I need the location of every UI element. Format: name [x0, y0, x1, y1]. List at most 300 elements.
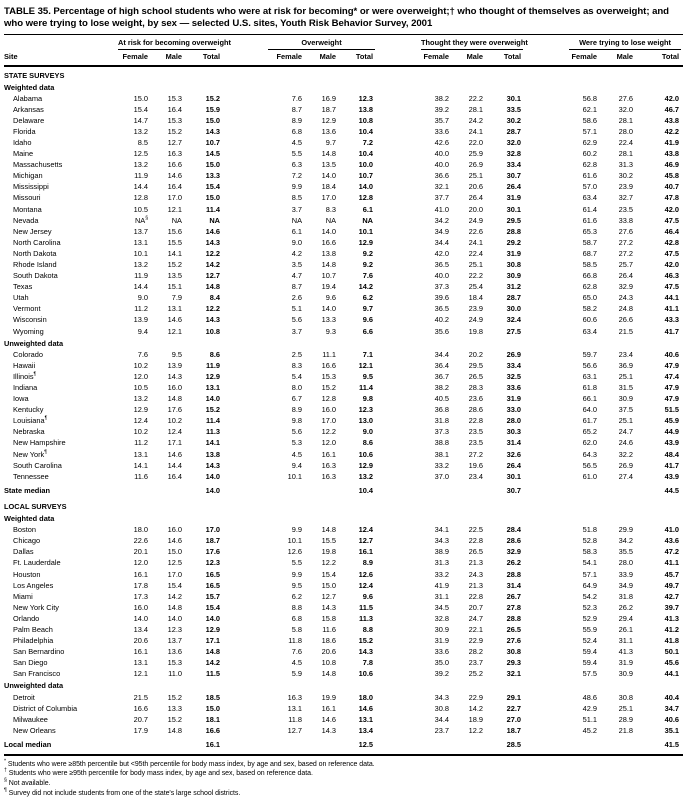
value-cell [525, 736, 601, 754]
value-cell: 9.0 [137, 293, 148, 303]
value-cell: 27.5 [506, 326, 522, 336]
site-cell: Palm Beach [13, 625, 53, 635]
value-cell: 52.8 [582, 536, 598, 546]
value-cell: 18.9 [468, 714, 484, 724]
value-cell: 31.9 [434, 636, 450, 646]
value-cell: 32.8 [506, 149, 522, 159]
site-cell: Dallas [13, 547, 34, 557]
value-cell: 51.1 [582, 714, 598, 724]
table-row [4, 382, 683, 393]
value-cell: 9.9 [291, 182, 303, 192]
table-row [4, 405, 683, 416]
value-cell: 30.2 [506, 115, 522, 125]
value-cell: 34.7 [664, 703, 680, 713]
table-row [4, 525, 683, 536]
value-cell: 16.1 [186, 736, 224, 754]
value-cell: 8.5 [291, 193, 303, 203]
value-cell: 10.6 [358, 669, 374, 679]
value-cell: 48.6 [582, 692, 598, 702]
site-cell: Alabama [13, 93, 43, 103]
value-cell: 24.3 [618, 293, 634, 303]
value-cell: 12.4 [358, 580, 374, 590]
value-cell: 15.0 [205, 115, 221, 125]
value-cell: 30.8 [506, 647, 522, 657]
value-cell: 21.5 [618, 326, 634, 336]
site-cell: Philadelphia [13, 636, 54, 646]
value-cell: 20.6 [133, 636, 148, 646]
table-row [4, 226, 683, 237]
value-cell: 14.4 [133, 182, 148, 192]
value-cell: 15.1 [167, 282, 182, 292]
value-cell: 13.2 [133, 126, 148, 136]
value-cell: 13.8 [205, 449, 221, 459]
value-cell: 40.4 [664, 692, 680, 702]
value-cell: 3.7 [291, 326, 303, 336]
value-cell: 7.6 [362, 271, 374, 281]
value-cell: 6.1 [291, 226, 303, 236]
value-cell: 15.4 [133, 104, 148, 114]
value-cell: 49.7 [664, 580, 680, 590]
footnote-marker: ¶ [44, 449, 47, 456]
value-cell: 32.0 [506, 137, 522, 147]
value-cell: 52.4 [582, 636, 598, 646]
value-cell: 39.2 [434, 104, 450, 114]
value-cell: 31.9 [506, 193, 522, 203]
value-cell: 12.3 [358, 405, 374, 415]
value-cell: 15.0 [205, 160, 221, 170]
value-cell: 24.7 [618, 427, 634, 437]
value-cell: 13.5 [321, 160, 337, 170]
value-cell: 41.3 [664, 613, 680, 623]
value-cell: 61.6 [582, 215, 598, 225]
value-cell: 11.5 [359, 602, 374, 612]
value-cell: 14.3 [205, 126, 221, 136]
value-cell: 14.2 [468, 703, 484, 713]
value-cell: 38.9 [434, 547, 450, 557]
value-cell: 7.6 [137, 349, 148, 359]
value-cell: 13.1 [133, 237, 148, 247]
value-cell: 65.3 [582, 226, 598, 236]
value-cell: 9.8 [291, 416, 303, 426]
value-cell: 39.6 [434, 293, 450, 303]
value-cell: 9.6 [362, 315, 374, 325]
value-cell: 14.3 [205, 237, 221, 247]
value-cell: 30.1 [506, 471, 522, 481]
value-cell: 28.0 [618, 126, 634, 136]
value-cell: 10.8 [358, 115, 374, 125]
value-cell: 16.5 [205, 569, 221, 579]
value-cell: 31.3 [434, 558, 450, 568]
value-cell: 12.3 [205, 558, 221, 568]
value-cell: 29.5 [468, 360, 484, 370]
value-cell: 14.0 [321, 304, 337, 314]
value-cell: 9.5 [291, 580, 303, 590]
value-cell: 14.3 [358, 647, 374, 657]
value-cell: 14.8 [321, 149, 337, 159]
site-cell: Maine [13, 149, 34, 159]
site-cell: South Dakota [13, 271, 58, 281]
value-cell: 24.2 [468, 115, 484, 125]
value-cell [306, 482, 340, 498]
value-cell: 12.5 [340, 736, 377, 754]
value-cell: 12.9 [358, 460, 374, 470]
group-label-at-risk: At risk for becoming overweight [118, 38, 216, 50]
value-cell: 29.1 [506, 692, 522, 702]
value-cell: 16.3 [287, 692, 303, 702]
table-row [4, 360, 683, 371]
value-cell: 13.0 [358, 416, 374, 426]
value-cell: 7.1 [362, 349, 374, 359]
value-cell: 5.1 [291, 304, 303, 314]
site-cell: North Dakota [13, 248, 57, 258]
value-cell: 39.7 [664, 602, 680, 612]
value-cell: 26.2 [506, 558, 522, 568]
value-cell: 42.0 [664, 93, 680, 103]
value-cell: 6.8 [291, 613, 303, 623]
value-cell: 62.8 [582, 282, 598, 292]
value-cell: 11.5 [206, 669, 221, 679]
value-cell: 5.8 [291, 625, 303, 635]
value-cell: 35.1 [664, 725, 680, 735]
value-cell: 12.9 [358, 237, 374, 247]
value-cell: 15.2 [321, 382, 337, 392]
value-cell: 56.8 [582, 93, 598, 103]
value-cell: 50.1 [664, 647, 680, 657]
section-row [4, 66, 683, 82]
value-cell: 9.8 [362, 394, 374, 404]
value-cell: 5.3 [291, 438, 303, 448]
value-cell: 30.8 [618, 692, 634, 702]
value-cell: 13.9 [133, 315, 148, 325]
value-cell: 15.2 [167, 714, 182, 724]
value-cell: 40.0 [434, 160, 450, 170]
value-cell [377, 482, 453, 498]
value-cell: 42.0 [434, 248, 450, 258]
value-cell: 17.8 [133, 580, 148, 590]
value-cell: 12.0 [133, 371, 148, 381]
value-cell: 7.6 [291, 647, 303, 657]
value-cell: 20.6 [321, 647, 337, 657]
group-header-overweight [224, 34, 377, 51]
value-cell: 34.4 [434, 349, 450, 359]
value-cell: 41.7 [664, 326, 680, 336]
value-cell: 13.1 [287, 703, 303, 713]
value-cell: 22.2 [468, 93, 484, 103]
value-cell: 25.2 [468, 669, 484, 679]
value-cell: 16.6 [205, 725, 221, 735]
value-cell: 38.2 [434, 382, 450, 392]
value-cell: 57.1 [582, 126, 598, 136]
value-cell: 45.8 [664, 171, 680, 181]
value-cell: 15.2 [205, 405, 221, 415]
value-cell: 62.1 [582, 104, 598, 114]
value-cell: 28.8 [506, 569, 522, 579]
value-cell: 30.8 [434, 703, 450, 713]
table-row [4, 624, 683, 635]
value-cell: 46.7 [664, 104, 680, 114]
value-cell: 22.4 [468, 248, 484, 258]
value-cell: 22.2 [468, 271, 484, 281]
value-cell: 8.9 [362, 558, 374, 568]
value-cell: 36.4 [434, 360, 450, 370]
value-cell: 64.0 [582, 405, 598, 415]
value-cell: 44.9 [664, 427, 680, 437]
value-cell: 41.7 [664, 460, 680, 470]
value-cell: 65.0 [582, 293, 598, 303]
value-cell: 6.2 [291, 591, 303, 601]
value-cell: 61.7 [582, 416, 598, 426]
value-cell: 13.1 [167, 304, 182, 314]
value-cell: 19.9 [321, 692, 337, 702]
value-cell: 12.2 [205, 248, 221, 258]
site-cell: New Jersey [13, 226, 52, 236]
value-cell: 45.9 [664, 416, 680, 426]
value-cell: 13.7 [133, 226, 148, 236]
site-cell: Milwaukee [13, 714, 48, 724]
value-cell: 32.1 [434, 182, 450, 192]
data-table [4, 34, 683, 756]
value-cell: 32.7 [618, 193, 634, 203]
value-cell: 27.2 [618, 248, 634, 258]
table-row [4, 449, 683, 460]
value-cell: 12.5 [133, 149, 148, 159]
value-cell: 31.4 [506, 438, 522, 448]
value-cell: 31.2 [506, 282, 522, 292]
value-cell: 7.8 [362, 658, 374, 668]
site-cell: Wisconsin [13, 315, 47, 325]
value-cell: 15.6 [167, 226, 182, 236]
value-cell: 12.4 [133, 416, 148, 426]
col-header-male-g1: Male [152, 51, 186, 66]
site-cell: Idaho [13, 137, 32, 147]
value-cell: 28.1 [618, 149, 634, 159]
value-cell: 33.6 [434, 647, 450, 657]
value-cell: 14.2 [205, 260, 221, 269]
site-cell: Michigan [13, 171, 43, 181]
value-cell: 14.6 [358, 703, 374, 713]
value-cell: 59.7 [582, 349, 598, 359]
value-cell: 41.2 [664, 625, 680, 635]
value-cell: 8.3 [325, 204, 337, 214]
value-cell: 21.5 [133, 692, 148, 702]
value-cell: 20.2 [468, 349, 484, 359]
group-header-thought-overweight [377, 34, 528, 51]
value-cell: 40.5 [434, 394, 450, 404]
value-cell [377, 736, 453, 754]
value-cell: 14.0 [321, 226, 337, 236]
value-cell: 30.9 [618, 669, 634, 679]
value-cell: 16.6 [321, 360, 337, 370]
value-cell: 33.0 [506, 405, 522, 415]
value-cell: 25.1 [618, 416, 634, 426]
value-cell: 57.1 [582, 569, 598, 579]
value-cell [453, 736, 487, 754]
value-cell: 38.8 [434, 438, 450, 448]
value-cell: 41.0 [664, 525, 680, 535]
value-cell: 28.7 [506, 293, 522, 303]
value-cell: 18.1 [205, 714, 221, 724]
value-cell: 3.7 [291, 204, 303, 214]
value-cell [116, 736, 152, 754]
section-row [4, 498, 683, 513]
value-cell: 38.2 [434, 93, 450, 103]
value-cell: 30.9 [618, 394, 634, 404]
table-row [4, 536, 683, 547]
section-label: LOCAL SURVEYS [4, 502, 67, 512]
site-cell: Illinois¶ [13, 371, 37, 381]
col-header-male-g3: Male [453, 51, 487, 66]
value-cell: 34.9 [618, 580, 634, 590]
value-cell: 58.2 [582, 304, 598, 314]
table-row [4, 636, 683, 647]
value-cell: 34.3 [434, 536, 450, 546]
value-cell: 16.3 [321, 471, 337, 481]
value-cell: 18.5 [205, 692, 221, 702]
value-cell: 10.4 [358, 485, 374, 495]
value-cell: 31.9 [506, 394, 522, 404]
value-cell: 11.9 [206, 360, 221, 370]
site-cell: Wyoming [13, 326, 44, 336]
value-cell: 10.7 [358, 171, 374, 181]
value-cell: 46.4 [664, 226, 680, 236]
value-cell: 18.7 [205, 536, 221, 546]
value-cell: 45.6 [664, 658, 680, 668]
value-cell: 12.7 [167, 137, 182, 147]
value-cell: 22.8 [468, 416, 484, 426]
value-cell: 65.2 [582, 427, 598, 437]
value-cell: 36.5 [434, 304, 450, 314]
value-cell: 15.0 [167, 547, 182, 557]
value-cell: 26.6 [618, 315, 634, 325]
value-cell: 14.8 [167, 725, 182, 735]
value-cell: 36.6 [434, 171, 450, 181]
value-cell: 41.3 [618, 647, 634, 657]
value-cell: 41.8 [664, 636, 680, 646]
value-cell: 37.0 [434, 471, 450, 481]
value-cell: 11.0 [168, 669, 182, 679]
value-cell: 12.5 [167, 558, 182, 568]
value-cell: 24.6 [618, 438, 634, 448]
value-cell: 60.6 [582, 315, 598, 325]
value-cell: 13.1 [358, 714, 374, 724]
value-cell: 18.7 [321, 104, 337, 114]
value-cell: 13.6 [167, 647, 182, 657]
table-row [4, 93, 683, 104]
value-cell: 9.5 [362, 371, 374, 381]
value-cell: 40.6 [664, 349, 680, 359]
value-cell: 33.5 [506, 104, 522, 114]
value-cell: 34.5 [434, 602, 450, 612]
value-cell: 66.1 [582, 394, 598, 404]
value-cell: 2.5 [291, 349, 303, 359]
group-header-trying-lose-weight [525, 34, 683, 51]
value-cell: 14.6 [167, 171, 182, 181]
value-cell: 58.5 [582, 260, 598, 269]
value-cell: 40.0 [434, 149, 450, 159]
value-cell: 15.4 [321, 569, 337, 579]
value-cell: 40.6 [664, 714, 680, 724]
table-row [4, 259, 683, 270]
value-cell [453, 482, 487, 498]
value-cell: 8.9 [291, 115, 303, 125]
value-cell: 44.1 [664, 669, 680, 679]
value-cell: 15.9 [205, 104, 221, 114]
value-cell: 19.4 [321, 282, 337, 292]
value-cell: 39.2 [434, 669, 450, 679]
value-cell: 36.7 [434, 371, 450, 381]
value-cell: 12.9 [205, 371, 221, 381]
value-cell: 16.1 [321, 703, 337, 713]
value-cell: 13.1 [133, 449, 148, 459]
site-cell: Chicago [13, 536, 41, 546]
value-cell: 16.4 [167, 104, 182, 114]
site-cell: New Hampshire [13, 438, 66, 448]
col-header-male-g4: Male [601, 51, 637, 66]
value-cell: 32.8 [434, 613, 450, 623]
value-cell: 13.5 [167, 271, 182, 281]
table-row [4, 271, 683, 282]
value-cell: 40.2 [434, 315, 450, 325]
value-cell: 14.3 [167, 371, 182, 381]
value-cell: 12.9 [321, 115, 337, 125]
value-cell: NA§ [134, 215, 148, 225]
value-cell: 8.6 [362, 438, 374, 448]
value-cell: 27.6 [506, 636, 522, 646]
value-cell: 61.0 [582, 471, 598, 481]
value-cell: 22.6 [133, 536, 148, 546]
table-row [4, 438, 683, 449]
site-cell: Houston [13, 569, 41, 579]
value-cell: 19.8 [321, 547, 337, 557]
footnote-symbol: ¶ [4, 787, 7, 794]
value-cell: 6.3 [291, 160, 303, 170]
value-cell: 27.0 [506, 714, 522, 724]
value-cell: 63.1 [582, 371, 598, 381]
site-cell: Miami [13, 591, 33, 601]
value-cell: 33.8 [618, 215, 634, 225]
value-cell: 36.8 [434, 405, 450, 415]
value-cell: 12.1 [167, 326, 182, 336]
value-cell: 14.2 [358, 282, 374, 292]
value-cell: 13.8 [358, 104, 374, 114]
value-cell: 15.0 [205, 193, 221, 203]
group-label-thought-overweight: Thought they were overweight [421, 38, 523, 50]
value-cell: 32.9 [506, 547, 522, 557]
value-cell: 26.4 [618, 271, 634, 281]
value-cell: 51.5 [664, 405, 680, 415]
value-cell: 13.2 [133, 394, 148, 404]
value-cell: 37.7 [434, 193, 450, 203]
value-cell: 16.6 [133, 703, 148, 713]
value-cell: 9.4 [291, 460, 303, 470]
value-cell: 4.5 [291, 658, 303, 668]
value-cell: 10.8 [321, 658, 337, 668]
value-cell: 16.3 [167, 149, 182, 159]
value-cell: 9.5 [171, 349, 182, 359]
value-cell: 28.1 [618, 115, 634, 125]
value-cell: 47.5 [664, 248, 680, 258]
value-cell: 25.9 [468, 149, 484, 159]
value-cell: 26.5 [506, 625, 522, 635]
value-cell: 47.9 [664, 382, 680, 392]
value-cell: 29.3 [506, 658, 522, 668]
value-cell: 43.9 [664, 438, 680, 448]
value-cell: 10.0 [358, 160, 374, 170]
value-cell: 13.2 [133, 160, 148, 170]
table-row [4, 215, 683, 226]
value-cell: 56.6 [582, 360, 598, 370]
value-cell: 30.9 [434, 625, 450, 635]
